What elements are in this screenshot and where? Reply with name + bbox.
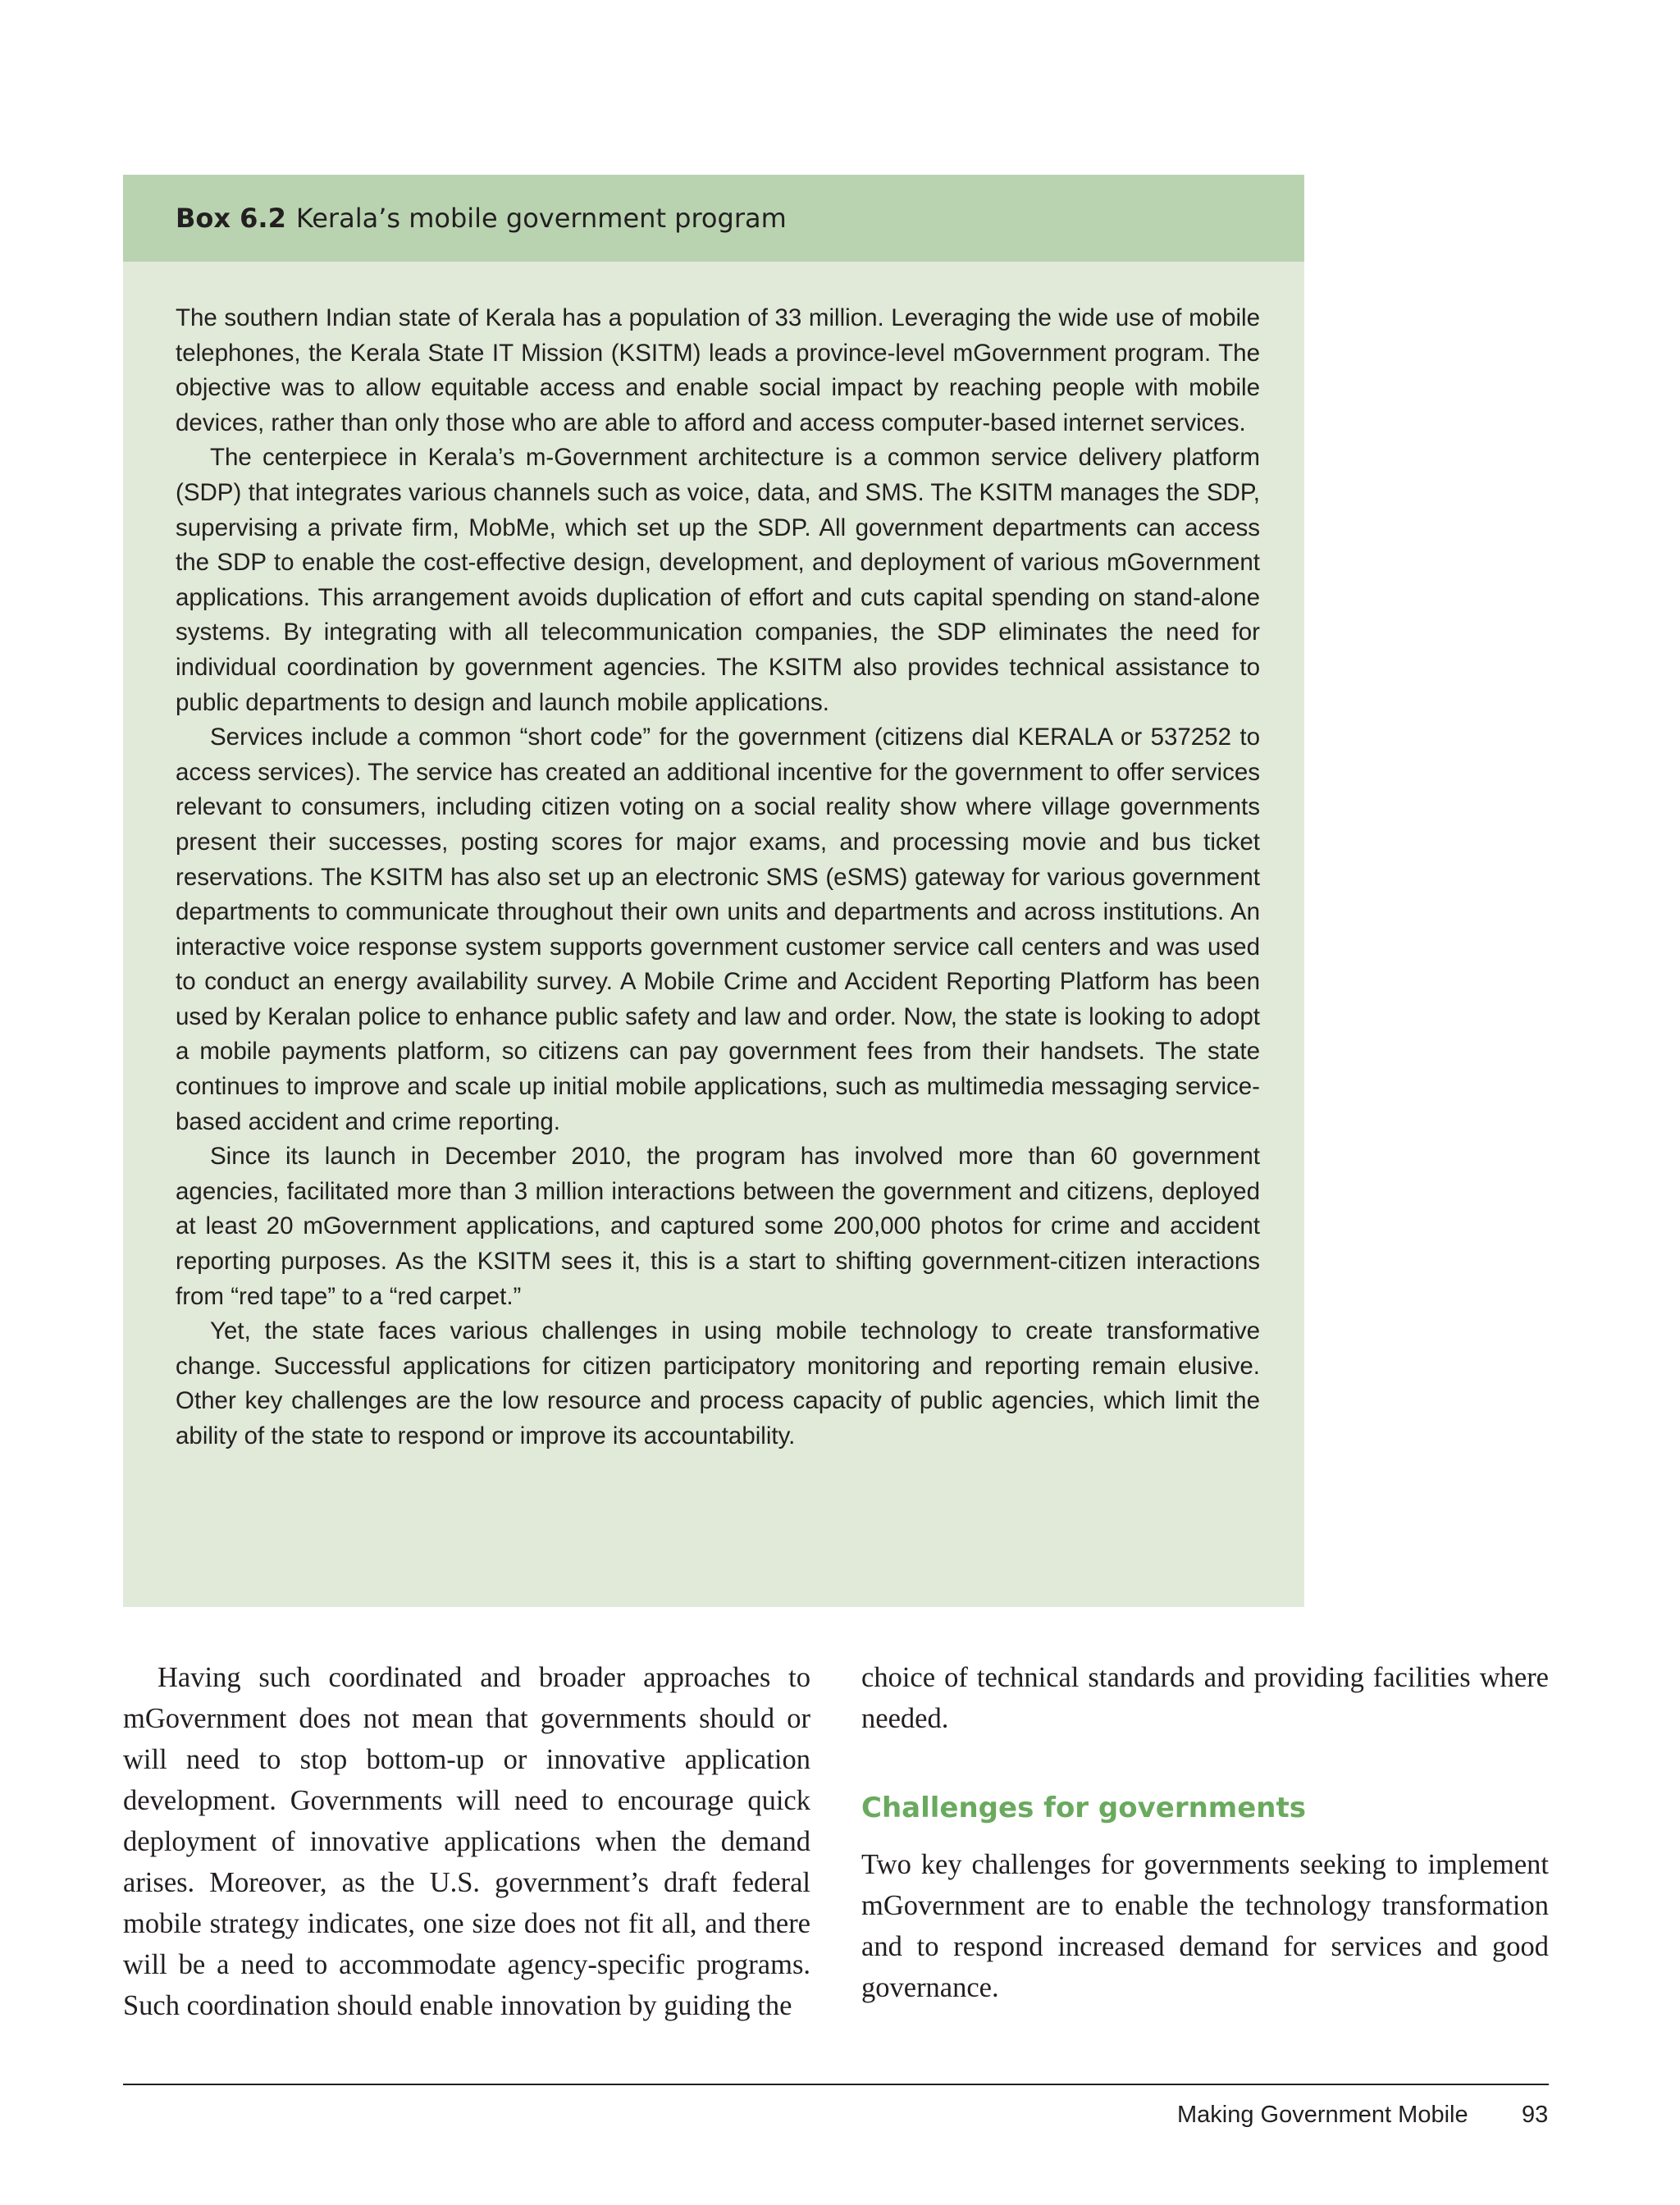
body-paragraph: Two key challenges for governments seeking to implement mGovernment are to enable the technology transformation and to respond increased demand for services and good governance. (861, 1849, 1549, 2003)
box-paragraph: The centerpiece in Kerala’s m-Government architecture is a common service delivery platform (SDP) that integrates various channels such as voice, data, and SMS. The KSITM manages the SDP, supervising a private firm, MobMe, which set up the SDP. All government departments can access the SDP to enable the cost-effective design, development, and deployment of various mGovernment applications. This arrangement avoids duplication of effort and cuts capital spending on stand-alone systems. By integrating with all telecommunication companies, the SDP eliminates the need for individual coordination by government agencies. The KSITM also provides technical assistance to public departments to design and launch mobile applications. (176, 444, 1260, 716)
body-paragraph: Having such coordinated and broader approaches to mGovernment does not mean that governments should or will need to stop bottom-up or innovative application development. Governments will need to encourage quick deployment of innovative applications when the demand arises. Moreover, as the U.S. government’s draft federal mobile strategy indicates, one size does not fit all, and there will be a need to accommodate agency-specific programs. Such coordination should enable innovation by guiding the (123, 1662, 810, 2021)
box-paragraph: Since its launch in December 2010, the program has involved more than 60 government agencies, facilitated more than 3 million interactions between the government and citizens, deployed at least 20 mGovernment applications, and captured some 200,000 photos for crime and accident reporting purposes. As the KSITM sees it, this is a start to shifting government-citizen interactions from “red tape” to a “red carpet.” (176, 1143, 1260, 1310)
section-heading: Challenges for governments (861, 1792, 1306, 1824)
running-title: Making Government Mobile (1177, 2102, 1468, 2128)
box-paragraph: The southern Indian state of Kerala has a population of 33 million. Leveraging the wide use of mobile telephones, the Kerala State IT Mission (KSITM) leads a province-level mGovernment program. The objective was to allow equitable access and enable social impact by reaching people with mobile devices, rather than only those who are able to afford and access computer-based internet services. (176, 304, 1260, 436)
box-body (123, 262, 1304, 1454)
right-column (861, 1657, 1549, 2008)
box-header (123, 175, 1304, 262)
left-column (123, 1657, 810, 2026)
page-number: 93 (1522, 2102, 1549, 2128)
box-title: Kerala’s mobile government program (295, 203, 787, 234)
box-paragraph: Services include a common “short code” for the government (citizens dial KERALA or 537252 to access services). The service has created an additional incentive for the government to offer services relevant to consumers, including citizen voting on a social reality show where village governments present their successes, posting scores for major exams, and processing movie and bus ticket reservations. The KSITM has also set up an electronic SMS (eSMS) gateway for various government departments to communicate throughout their own units and departments and across institutions. An interactive voice response system supports government customer service call centers and was used to conduct an energy availability survey. A Mobile Crime and Accident Reporting Platform has been used by Keralan police to enhance public safety and law and order. Now, the state is looking to adopt a mobile payments platform, so citizens can pay government fees from their handsets. The state continues to improve and scale up initial mobile applications, such as multimedia messaging service-based accident and crime reporting. (176, 724, 1260, 1135)
box-label: Box 6.2 (176, 203, 286, 234)
footer-rule (123, 2084, 1549, 2085)
sidebar-box (123, 175, 1304, 1607)
box-paragraph: Yet, the state faces various challenges in using mobile technology to create transformative change. Successful applications for citizen participatory monitoring and reporting remain elusive. Other key challenges are the low resource and process capacity of public agencies, which limit the ability of the state to respond or improve its accountability. (176, 1317, 1260, 1449)
body-paragraph-continuation: choice of technical standards and providing facilities where needed. (861, 1662, 1549, 1734)
